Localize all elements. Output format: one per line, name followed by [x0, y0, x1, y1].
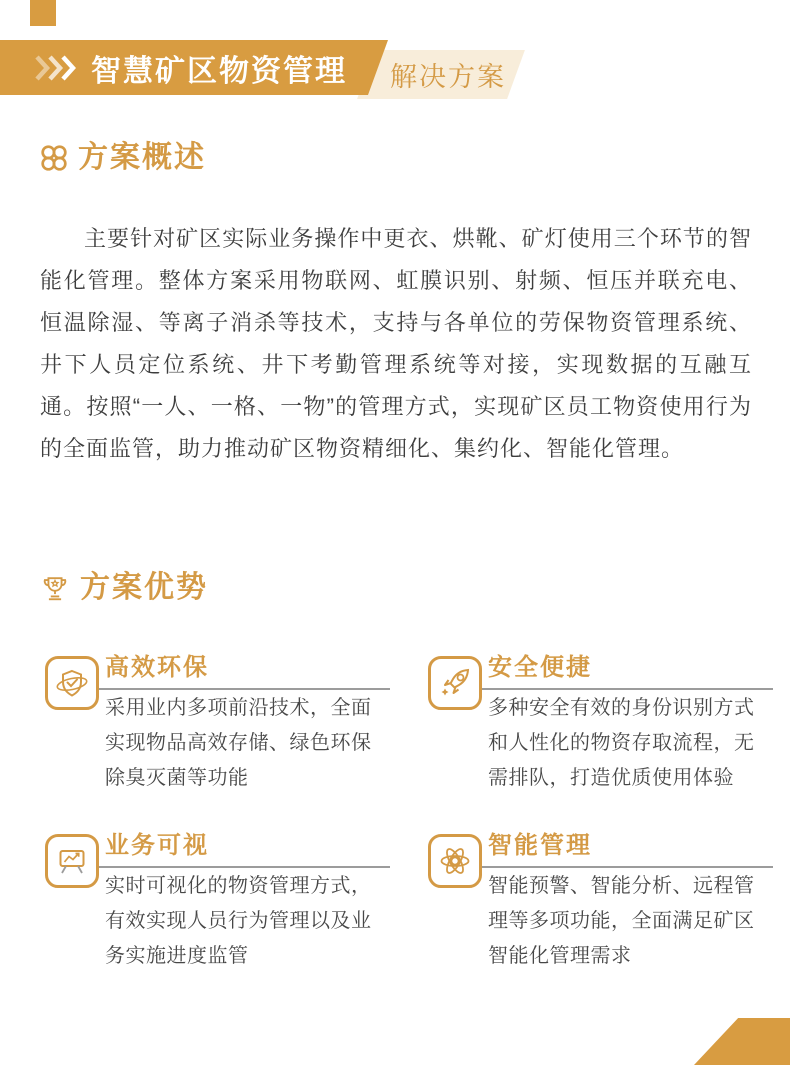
divider-line: [99, 688, 390, 690]
card-body: 采用业内多项前沿技术，全面实现物品高效存储、绿色环保除臭灭菌等功能: [105, 697, 372, 789]
chart-board-icon: [45, 834, 99, 888]
divider-line: [482, 688, 773, 690]
card-body: 多种安全有效的身份识别方式和人性化的物资存取流程，无需排队，打造优质使用体验: [488, 697, 755, 789]
card-title: 业务可视: [105, 832, 209, 859]
page-title: 智慧矿区物资管理: [91, 54, 347, 88]
clover-icon: [40, 144, 68, 172]
advantage-card-efficient: [45, 654, 390, 803]
overview-heading-row: [40, 140, 752, 176]
divider-line: [99, 866, 390, 868]
chevrons-right-icon: [34, 54, 76, 82]
advantages-heading: 方案优势: [80, 571, 208, 604]
overview-paragraph: 主要针对矿区实际业务操作中更衣、烘靴、矿灯使用三个环节的智能化管理。整体方案采用物联网、虹膜识别、射频、恒压并联充电、恒温除湿、等离子消杀等技术，支持与各单位的劳保物资管理系统、井下人员定位系统、井下考勤管理系统等对接，实现数据的互融互通。按照“一人、一格、一物”的管理方式，实现矿区员工物资使用行为的全面监管，助力推动矿区物资精细化、集约化、智能化管理。: [40, 226, 752, 461]
bottom-right-corner-decoration: [694, 1018, 790, 1065]
advantage-card-visible: [45, 832, 390, 981]
overview-section: [40, 140, 752, 470]
shield-check-icon: [45, 656, 99, 710]
card-title: 智能管理: [488, 832, 592, 859]
advantage-card-safe: [428, 654, 773, 803]
subtitle-tag: 解决方案: [390, 62, 506, 92]
rocket-icon: [428, 656, 482, 710]
top-left-corner-decoration: [30, 0, 56, 26]
atom-icon: [428, 834, 482, 888]
advantages-section: [40, 570, 755, 981]
divider-line: [482, 866, 773, 868]
card-title: 高效环保: [105, 654, 209, 681]
card-body: 实时可视化的物资管理方式，有效实现人员行为管理以及业务实施进度监管: [105, 875, 372, 967]
card-title: 安全便捷: [488, 654, 592, 681]
title-banner: [34, 40, 347, 95]
advantages-heading-row: [40, 570, 752, 606]
overview-heading: 方案概述: [78, 141, 206, 174]
card-body: 智能预警、智能分析、远程管理等多项功能，全面满足矿区智能化管理需求: [488, 875, 755, 967]
advantage-cards-grid: [45, 654, 755, 981]
advantage-card-smart: [428, 832, 773, 981]
trophy-icon: [40, 573, 70, 603]
